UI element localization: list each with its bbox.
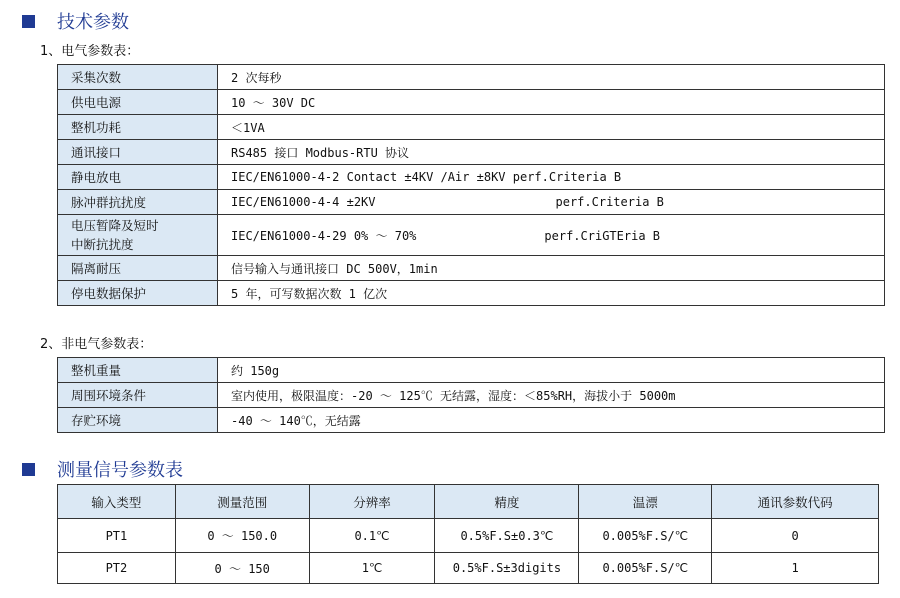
measurement-params-table xyxy=(57,484,879,584)
param-label: 整机功耗 xyxy=(58,115,218,140)
non-electrical-subheading: 2、非电气参数表： xyxy=(40,337,153,352)
table-header-row xyxy=(58,485,879,519)
table-cell: 0 ～ 150.0 xyxy=(175,519,309,553)
column-header: 通讯参数代码 xyxy=(712,485,879,519)
param-value: RS485 接口 Modbus-RTU 协议 xyxy=(218,140,885,165)
param-value: 信号输入与通讯接口 DC 500V，1min xyxy=(218,256,885,281)
section-square-icon xyxy=(22,15,35,28)
param-value xyxy=(218,215,885,256)
table-row xyxy=(58,383,885,408)
param-label: 静电放电 xyxy=(58,165,218,190)
non-electrical-params-table xyxy=(57,357,885,433)
column-header: 精度 xyxy=(435,485,579,519)
param-value: 10 ～ 30V DC xyxy=(218,90,885,115)
table-row xyxy=(58,519,879,553)
param-label: 整机重量 xyxy=(58,358,218,383)
param-value: 约 150g xyxy=(218,358,885,383)
table-row xyxy=(58,256,885,281)
param-value xyxy=(218,190,885,215)
table-cell: 0.5%F.S±3digits xyxy=(435,553,579,584)
table-row xyxy=(58,408,885,433)
table-row xyxy=(58,358,885,383)
column-header: 分辨率 xyxy=(309,485,435,519)
table-row xyxy=(58,281,885,306)
table-cell: PT2 xyxy=(58,553,176,584)
section-heading-measurement xyxy=(22,456,183,482)
table-cell: 1℃ xyxy=(309,553,435,584)
param-label: 周围环境条件 xyxy=(58,383,218,408)
table-row xyxy=(58,65,885,90)
param-label: 供电电源 xyxy=(58,90,218,115)
table-row xyxy=(58,215,885,256)
table-row xyxy=(58,165,885,190)
table-cell: 0.005%F.S/℃ xyxy=(579,519,712,553)
column-header: 输入类型 xyxy=(58,485,176,519)
electrical-subheading: 1、电气参数表： xyxy=(40,44,140,59)
section-square-icon xyxy=(22,463,35,476)
column-header: 温漂 xyxy=(579,485,712,519)
table-row xyxy=(58,140,885,165)
param-value-criteria: perf.Criteria B xyxy=(555,195,664,209)
table-row xyxy=(58,90,885,115)
section-heading-tech-params xyxy=(22,8,129,34)
table-cell: PT1 xyxy=(58,519,176,553)
table-cell: 0.005%F.S/℃ xyxy=(579,553,712,584)
table-cell: 0 ～ 150 xyxy=(175,553,309,584)
param-value: 室内使用，极限温度：-20 ～ 125℃ 无结露，湿度：＜85%RH，海拔小于 5000m xyxy=(218,383,885,408)
param-value: 2 次每秒 xyxy=(218,65,885,90)
table-row xyxy=(58,190,885,215)
param-label: 隔离耐压 xyxy=(58,256,218,281)
section-title: 测量信号参数表 xyxy=(57,460,183,481)
param-value-part: IEC/EN61000-4-29 0% ～ 70% xyxy=(231,228,417,243)
param-label: 通讯接口 xyxy=(58,140,218,165)
param-value: 5 年，可写数据次数 1 亿次 xyxy=(218,281,885,306)
table-cell: 1 xyxy=(712,553,879,584)
param-value-criteria: perf.CriGTEria B xyxy=(544,228,660,243)
param-label: 停电数据保护 xyxy=(58,281,218,306)
param-value: IEC/EN61000-4-2 Contact ±4KV /Air ±8KV perf.Criteria B xyxy=(218,165,885,190)
param-label: 存贮环境 xyxy=(58,408,218,433)
param-value-part: IEC/EN61000-4-4 ±2KV xyxy=(231,195,376,209)
param-value: ＜1VA xyxy=(218,115,885,140)
table-cell: 0 xyxy=(712,519,879,553)
column-header: 测量范围 xyxy=(175,485,309,519)
param-label: 采集次数 xyxy=(58,65,218,90)
param-label: 脉冲群抗扰度 xyxy=(58,190,218,215)
section-title: 技术参数 xyxy=(57,12,129,33)
table-row xyxy=(58,115,885,140)
param-label-line: 电压暂降及短时 xyxy=(71,218,159,233)
electrical-params-table xyxy=(57,64,885,306)
param-label xyxy=(58,215,218,256)
table-cell: 0.1℃ xyxy=(309,519,435,553)
table-row xyxy=(58,553,879,584)
table-cell: 0.5%F.S±0.3℃ xyxy=(435,519,579,553)
param-label-line: 中断抗扰度 xyxy=(71,237,134,252)
param-value: -40 ～ 140℃，无结露 xyxy=(218,408,885,433)
